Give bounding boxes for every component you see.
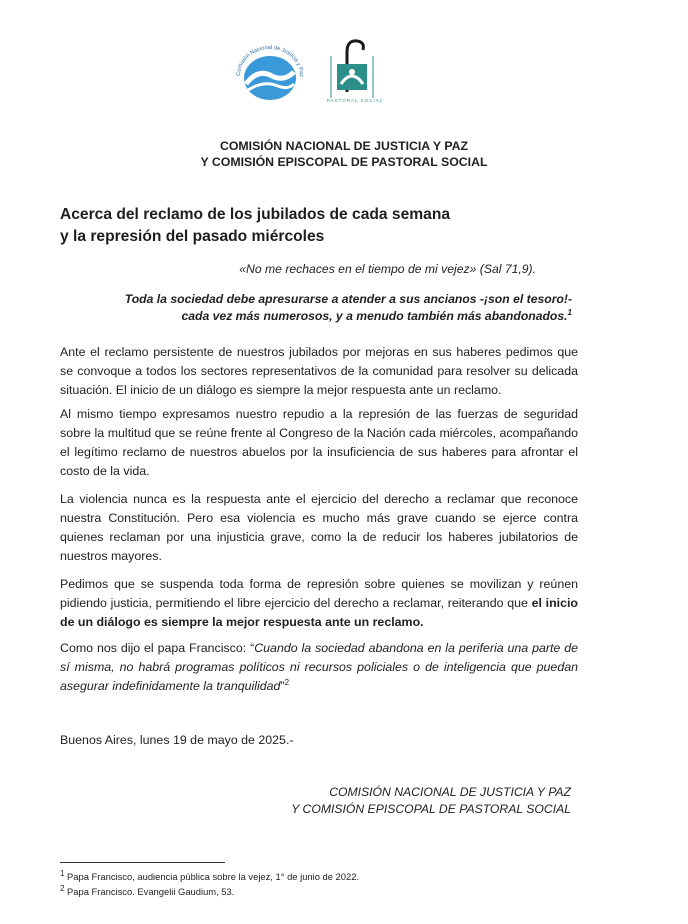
paragraph-2: Al mismo tiempo expresamos nuestro repudio a la represión de las fuerzas de seguridad sobre la multitud que se reúne frente al Congreso de la Nación cada miércoles, acompañando el legítimo reclamo de nuestros abuelos por la insuficiencia de sus haberes para afrontar el costo de la vida. <box>60 407 578 478</box>
footnote-2 <box>60 883 235 897</box>
epigraph-bold-line-2-wrap <box>125 308 572 325</box>
paragraph-4-text: Pedimos que se suspenda toda forma de represión sobre quienes se movilizan y reúnen pidiendo justicia, permitiendo el libre ejercicio del derecho a reclamar, reiterando que <box>60 577 578 610</box>
epigraph-quote: «No me rechaces en el tiempo de mi vejez» (Sal 71,9). <box>239 262 536 276</box>
footnote-1-number: 1 <box>60 868 65 878</box>
paragraph-1: Ante el reclamo persistente de nuestros jubilados por mejoras en sus haberes pedimos que se convoque a todos los sectores representativos de la comunidad para resolver su delicada situación. El inicio de un diálogo es siempre la mejor respuesta ante un reclamo. <box>60 345 578 397</box>
epigraph-bold <box>125 291 572 325</box>
paragraph-4 <box>60 575 578 632</box>
header-line-1: COMISIÓN NACIONAL DE JUSTICIA Y PAZ <box>219 139 468 153</box>
signature-line-1: COMISIÓN NACIONAL DE JUSTICIA Y PAZ <box>329 785 571 799</box>
logos-area <box>0 38 688 108</box>
footnote-1 <box>60 868 360 882</box>
paragraph-3: La violencia nunca es la respuesta ante el ejercicio del derecho a reclamar que reconoce nuestra Constitución. Pero esa violencia es mucho más grave cuando se ejerce contra quienes reclaman por una injusticia grave, como la de reducir los haberes jubilatorios de nuestros mayores. <box>60 492 578 563</box>
epigraph-bold-line-2: cada vez más numerosos, y a menudo también más abandonados. <box>181 309 568 323</box>
title-line-1: Acerca del reclamo de los jubilados de cada semana <box>60 206 451 223</box>
footnote-ref-2: 2 <box>284 677 290 687</box>
footnote-separator <box>60 862 225 863</box>
paragraph-5-close: ” <box>280 679 285 693</box>
title-line-2: y la represión del pasado miércoles <box>60 228 325 245</box>
logo-comision-justicia-y-paz <box>228 40 312 104</box>
footnote-1-text: Papa Francisco, audiencia pública sobre la vejez, 1° de junio de 2022. <box>64 871 360 882</box>
signature-line-2: Y COMISIÓN EPISCOPAL DE PASTORAL SOCIAL <box>291 802 571 816</box>
document-title <box>60 204 450 248</box>
document-header <box>0 138 688 170</box>
footnote-2-text: Papa Francisco. Evangelii Gaudium, 53. <box>64 886 235 897</box>
header-line-2: Y COMISIÓN EPISCOPAL DE PASTORAL SOCIAL <box>200 155 488 169</box>
paragraph-4-bold: el inicio de un diálogo es siempre la mejor respuesta ante un reclamo. <box>60 596 578 629</box>
logo-pastoral-social <box>325 38 385 104</box>
paragraph-5-text: Como nos dijo el papa Francisco: “ <box>60 641 255 655</box>
paragraph-5 <box>60 639 578 696</box>
epigraph-bold-line-1: Toda la sociedad debe apresurarse a atender a sus ancianos -¡son el tesoro!- <box>124 292 572 306</box>
place-date: Buenos Aires, lunes 19 de mayo de 2025.- <box>60 733 294 747</box>
left-logo-text: Comisión Nacional de Justicia y Paz <box>235 44 305 78</box>
footnote-2-number: 2 <box>60 883 65 893</box>
signature <box>291 784 571 818</box>
footnote-ref-1: 1 <box>567 307 572 317</box>
paragraph-5-quote: Cuando la sociedad abandona en la periferia una parte de sí misma, no habrá programas políticos ni recursos policiales o de inteligencia que puedan asegurar indefinidamente la tranquilidad <box>60 641 578 693</box>
right-logo-text: PASTORAL SOCIAL <box>326 98 384 103</box>
